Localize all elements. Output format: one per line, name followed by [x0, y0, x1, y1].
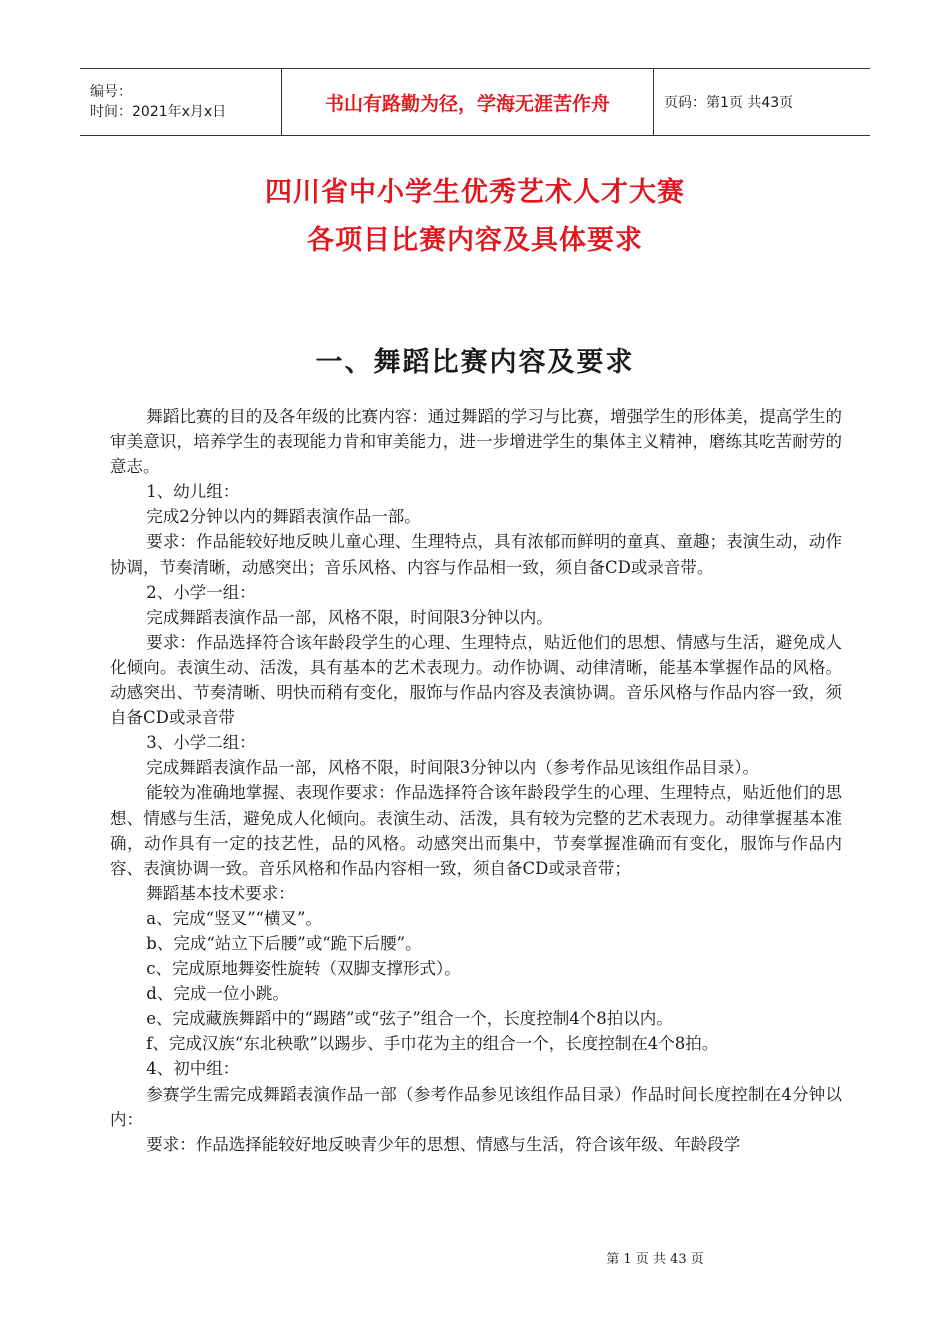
paragraph: a、完成“竖叉”“横叉”。	[146, 908, 322, 928]
paragraph: 完成舞蹈表演作品一部，风格不限，时间限3分钟以内。	[146, 607, 553, 627]
page-header	[80, 68, 870, 136]
document-title-line1: 四川省中小学生优秀艺术人才大赛	[265, 177, 685, 208]
time-label: 时间：2021年x月x日	[90, 104, 227, 120]
motto-text: 书山有路勤为径，学海无涯苦作舟	[324, 92, 610, 115]
paragraph: 舞蹈比赛的目的及各年级的比赛内容：通过舞蹈的学习与比赛，增强学生的形体美，提高学生的审美意识，培养学生的表现能力肯和审美能力，进一步增进学生的集体主义精神，磨练其吃苦耐劳的意志。	[110, 407, 842, 477]
paragraph: 2、小学一组：	[146, 582, 256, 602]
page-footer: 第 1 页 共 43 页	[606, 1252, 704, 1267]
paragraph: 完成舞蹈表演作品一部，风格不限，时间限3分钟以内（参考作品见该组作品目录）。	[146, 758, 760, 778]
page-info-text: 页码：第1页 共43页	[664, 95, 794, 111]
header-page-info	[654, 69, 870, 135]
paragraph: f、完成汉族“东北秧歌”以踢步、手巾花为主的组合一个，长度控制在4个8拍。	[146, 1034, 719, 1054]
number-label: 编号：	[90, 84, 132, 100]
paragraph: 3、小学二组：	[146, 733, 256, 753]
document-title-line2: 各项目比赛内容及具体要求	[307, 225, 643, 256]
paragraph: 参赛学生需完成舞蹈表演作品一部（参考作品参见该组作品目录）作品时间长度控制在4分钟以内：	[110, 1084, 842, 1129]
section-heading: 一、舞蹈比赛内容及要求	[315, 347, 635, 378]
paragraph: 1、幼儿组：	[146, 482, 240, 502]
paragraph: d、完成一位小跳。	[146, 984, 289, 1004]
document-body	[110, 404, 842, 1157]
header-meta	[80, 69, 282, 135]
paragraph: 能较为准确地掌握、表现作要求：作品选择符合该年龄段学生的心理、生理特点，贴近他们的思想、情感与生活，避免成人化倾向。表演生动、活泼，具有较为完整的艺术表现力。动律掌握基本准确，动作具有一定的技艺性，品的风格。动感突出而集中，节奏掌握准确而有变化，服饰与作品内容、表演协调一致。音乐风格和作品内容相一致，须自备CD或录音带；	[110, 783, 842, 878]
paragraph: c、完成原地舞姿性旋转（双脚支撑形式）。	[146, 959, 461, 979]
paragraph: 完成2分钟以内的舞蹈表演作品一部。	[146, 507, 421, 527]
paragraph: 要求：作品能较好地反映儿童心理、生理特点，具有浓郁而鲜明的童真、童趣；表演生动，动作协调，节奏清晰，动感突出；音乐风格、内容与作品相一致，须自备CD或录音带。	[110, 532, 842, 577]
paragraph: 4、初中组：	[146, 1059, 240, 1079]
header-motto	[282, 69, 654, 135]
paragraph: 要求：作品选择符合该年龄段学生的心理、生理特点，贴近他们的思想、情感与生活，避免成人化倾向。表演生动、活泼，具有基本的艺术表现力。动作协调、动律清晰，能基本掌握作品的风格。动感突出、节奏清晰、明快而稍有变化，服饰与作品内容及表演协调。音乐风格与作品内容一致，须自备CD或录音带	[110, 632, 842, 728]
paragraph: 舞蹈基本技术要求：	[146, 883, 295, 903]
paragraph: e、完成藏族舞蹈中的“踢踏”或“弦子”组合一个，长度控制4个8拍以内。	[146, 1009, 673, 1029]
paragraph: b、完成“站立下后腰”或“跪下后腰”。	[146, 933, 422, 953]
paragraph: 要求：作品选择能较好地反映青少年的思想、情感与生活，符合该年级、年龄段学	[146, 1134, 741, 1154]
